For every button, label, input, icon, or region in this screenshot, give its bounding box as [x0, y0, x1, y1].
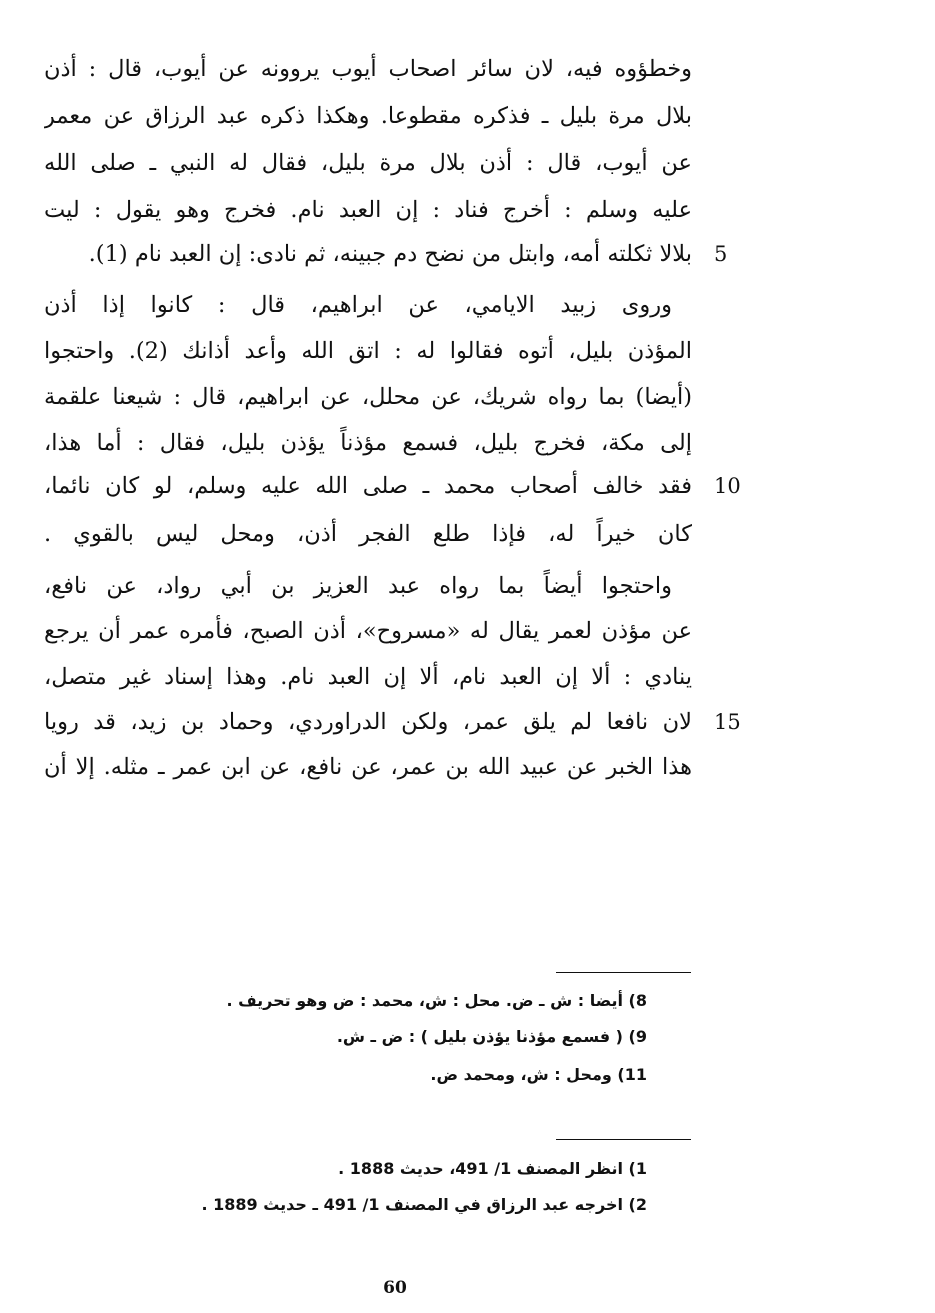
footnote-2: 2) اخرجه عبد الرزاق في المصنف 1/ 491 ـ حديث 1889 .: [201, 1195, 647, 1214]
line-number-5: 5: [714, 242, 728, 266]
text-line-3: عن أيوب، قال : أذن بلال مرة بليل، فقال له النبي ـ صلى الله: [44, 150, 692, 176]
text-line-14: ينادي : ألا إن العبد نام، ألا إن العبد نام. وهذا إسناد غير متصل،: [44, 664, 692, 690]
page-number: 60: [383, 1278, 407, 1298]
variant-note-8: 8) أيضا : ش ـ ض. محل : ش، محمد : ض وهو تحريف .: [226, 991, 647, 1010]
text-line-8: (أيضا) بما رواه شريك، عن محلل، عن ابراهيم، قال : شيعنا علقمة: [44, 384, 692, 410]
footnote-divider-1: [556, 972, 691, 973]
footnote-divider-2: [556, 1139, 691, 1140]
text-line-10: فقد خالف أصحاب محمد ـ صلى الله عليه وسلم، لو كان نائما،: [44, 473, 692, 499]
text-line-9: إلى مكة، فخرج بليل، فسمع مؤذناً يؤذن بليل، فقال : أما هذا،: [44, 430, 692, 456]
text-line-13: عن مؤذن لعمر يقال له «مسروح»، أذن الصبح، فأمره عمر أن يرجع: [44, 618, 692, 644]
line-number-10: 10: [714, 474, 741, 498]
text-line-5: بلالا ثكلته أمه، وابتل من نضح دم جبينه، ثم نادى: إن العبد نام (1).: [88, 241, 692, 267]
text-line-7: المؤذن بليل، أتوه فقالوا له : اتق الله وأعد أذانك (2). واحتجوا: [44, 338, 692, 364]
footnote-1: 1) انظر المصنف 1/ 491، حديث 1888 .: [338, 1159, 647, 1178]
text-line-6: وروى زبيد الايامي، عن ابراهيم، قال : كانوا إذا أذن: [44, 292, 672, 318]
text-line-1: وخطؤوه فيه، لان سائر اصحاب أيوب يروونه عن أيوب، قال : أذن: [44, 56, 692, 82]
line-number-15: 15: [714, 710, 741, 734]
text-line-12: واحتجوا أيضاً بما رواه عبد العزيز بن أبي رواد، عن نافع،: [44, 573, 672, 599]
variant-note-11: 11) ومحل : ش، ومحمد ض.: [430, 1065, 647, 1084]
text-line-15: لان نافعا لم يلق عمر، ولكن الدراوردي، وحماد بن زيد، قد رويا: [44, 709, 692, 735]
text-line-4: عليه وسلم : أخرج فناد : إن العبد نام. فخرج وهو يقول : ليت: [44, 197, 692, 223]
text-line-16: هذا الخبر عن عبيد الله بن عمر، عن نافع، عن ابن عمر ـ مثله. إلا أن: [44, 754, 692, 780]
text-line-11: كان خيراً له، فإذا طلع الفجر أذن، ومحل ليس بالقوي .: [44, 521, 692, 547]
variant-note-9: 9) ( فسمع مؤذنا يؤذن بليل ) : ض ـ ش.: [336, 1027, 647, 1046]
text-line-2: بلال مرة بليل ـ فذكره مقطوعا. وهكذا ذكره عبد الرزاق عن معمر: [44, 103, 692, 129]
